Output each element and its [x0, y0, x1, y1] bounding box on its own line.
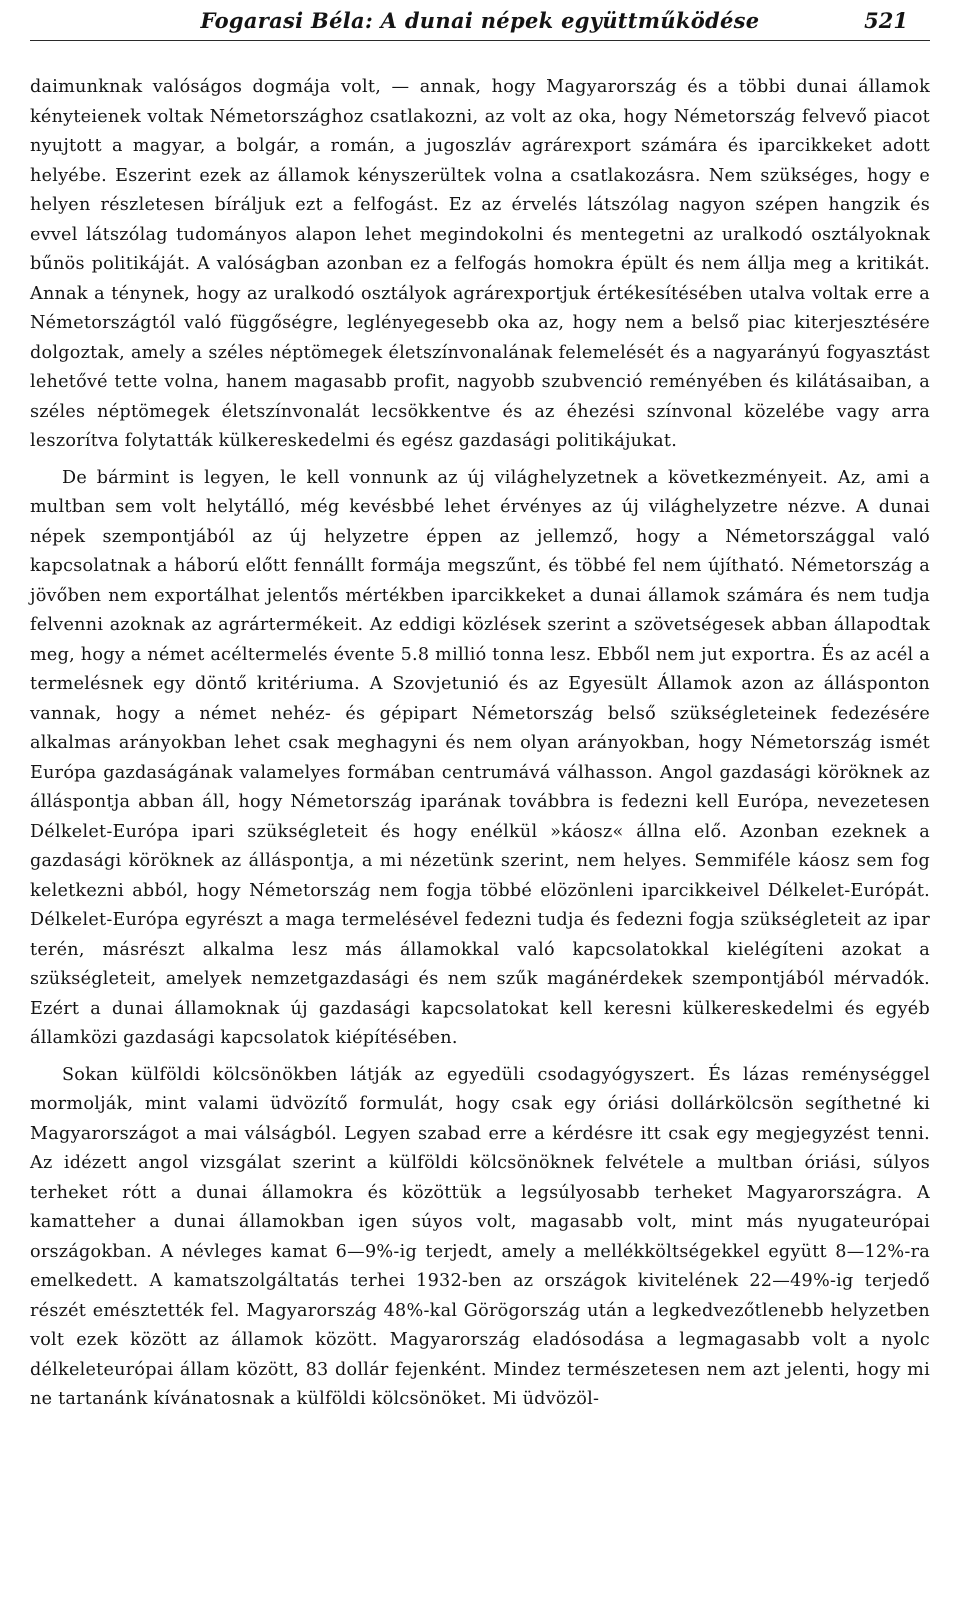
paragraph-3: Sokan külföldi kölcsönökben látják az egyedüli csodagyógyszert. És lázas reménységgel mormolják, mint valami üdvözítő formulát, hogy csak egy óriási dollárkölcsön segíthetné ki Magyarországot a mai válságból. Legyen szabad erre a kérdésre itt csak egy megjegyzést tenni. Az idézett angol vizsgálat szerint a külföldi kölcsönöknek felvétele a multban óriási, súlyos terheket rótt a dunai államokra és közöttük a legsúlyosabb terheket Magyarországra. A kamatteher a dunai államokban igen súyos volt, magasabb volt, mint más nyugateurópai országokban. A névleges kamat 6—9%-ig terjedt, amely a mellékköltségekkel együtt 8—12%-ra emelkedett. A kamatszolgáltatás terhei 1932-ben az országok kivitelének 22—49%-ig terjedő részét emésztették fel. Magyarország 48%-kal Görögország után a legkedvezőtlenebb helyzetben volt ezek között az államok között. Magyarország eladósodása a legmagasabb volt a nyolc délkeleteurópai állam között, 83 dollár fejenként. Mindez természetesen nem azt jelenti, hogy mi ne tartanánk kívánatosnak a külföldi kölcsönöket. Mi üdvözöl- — [30, 1064, 930, 1409]
body-text — [30, 73, 930, 1415]
page-title: Fogarasi Béla: A dunai népek együttműködése — [200, 8, 760, 33]
paragraph-1: daimunknak valóságos dogmája volt, — annak, hogy Magyarország és a többi dunai államok kényteienek voltak Németországhoz csatlakozni, az volt az oka, hogy Németország felvevő piacot nyujtott a magyar, a bolgár, a román, a jugoszláv agrárexport számára és iparcikkeket adott helyébe. Eszerint ezek az államok kényszerültek volna a csatlakozásra. Nem szükséges, hogy e helyen részletesen bíráljuk ezt a felfogást. Ez az érvelés látszólag nagyon szépen hangzik és evvel látszólag tudományos alapon lehet megindokolni és mentegetni az uralkodó osztályoknak bűnös politikáját. A valóságban azonban ez a felfogás homokra épült és nem állja meg a kritikát. Annak a ténynek, hogy az uralkodó osztályok agrárexportjuk értékesítésében utalva voltak erre a Németországtól való függőségre, leglényegesebb oka az, hogy nem a belső piac kiterjesztésére dolgoztak, amely a széles néptömegek életszínvonalának felemelését és a nagyarányú fogyasztást lehetővé tette volna, hanem magasabb profit, nagyobb szubvenció reményében és kilátásaiban, a széles néptömegek életszínvonalát lecsökkentve és az éhezési színvonal közelébe vagy arra leszorítva folytatták külkereskedelmi és egész gazdasági politikájukat. — [30, 77, 930, 451]
running-header — [30, 0, 930, 41]
page-number: 521 — [864, 8, 908, 33]
paragraph-2: De bármint is legyen, le kell vonnunk az új világhelyzetnek a következményeit. Az, ami a multban sem volt helytálló, még kevésbbé lehet érvényes az új világhelyzetre nézve. A dunai népek szempontjából az új helyzetre éppen az jellemző, hogy a Németországgal való kapcsolatnak a háború előtt fennállt formája megszűnt, és többé fel nem újítható. Németország a jövőben nem exportálhat jelentős mértékben iparcikkeket a dunai államok számára és nem tudja felvenni azoknak az agrártermékeit. Az eddigi közlések szerint a szövetségesek abban állapodtak meg, hogy a német acéltermelés évente 5.8 millió tonna lesz. Ebből nem jut exportra. És az acél a termelésnek egy döntő kritériuma. A Szovjetunió és az Egyesült Államok azon az állásponton vannak, hogy a német nehéz- és gépipart Németország belső szükségleteinek fedezésére alkalmas arányokban lehet csak meghagyni és nem olyan arányokban, hogy Németország ismét Európa gazdaságának valamelyes formában centrumává válhasson. Angol gazdasági köröknek az álláspontja abban áll, hogy Németország iparának továbbra is fedezni kell Európa, nevezetesen Délkelet-Európa ipari szükségleteit és hogy enélkül »káosz« állna elő. Azonban ezeknek a gazdasági köröknek az álláspontja, a mi nézetünk szerint, nem helyes. Semmiféle káosz sem fog keletkezni abból, hogy Németország nem fogja többé elözönleni iparcikkeivel Délkelet-Európát. Délkelet-Európa egyrészt a maga termelésével fedezni tudja és fedezni fogja szükségleteit az ipar terén, másrészt alkalma lesz más államokkal való kapcsolatokkal kielégíteni azokat a szükségleteit, amelyek nemzetgazdasági és nem szűk magánérdekek szempontjából mérvadók. Ezért a dunai államoknak új gazdasági kapcsolatokat kell keresni külkereskedelmi és egyéb államközi gazdasági kapcsolatok kiépítésében. — [30, 467, 930, 1048]
